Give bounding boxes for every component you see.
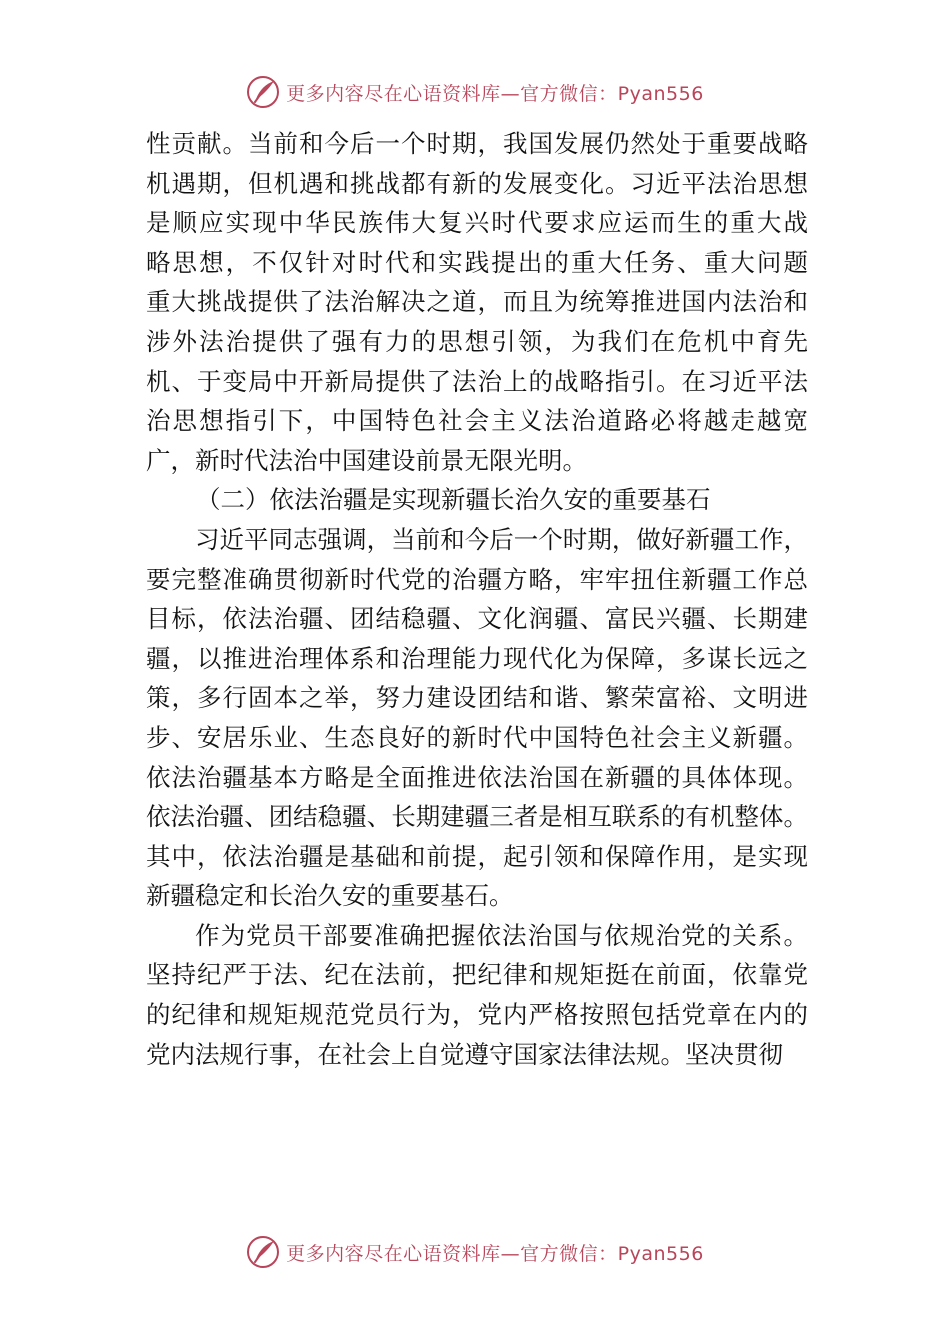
text-line: 治思想指引下，中国特色社会主义法治道路必将越走越宽	[146, 406, 808, 436]
text-line: 坚持纪严于法、纪在法前，把纪律和规矩挺在前面，依靠党	[146, 960, 808, 990]
quill-pen-logo-icon	[246, 1235, 280, 1269]
text-line: 性贡献。当前和今后一个时期，我国发展仍然处于重要战略	[146, 129, 808, 158]
banner-text: 更多内容尽在心语资料库—官方微信：Pyan556	[286, 82, 704, 105]
text-line: 的纪律和规矩规范党员行为，党内严格按照包括党章在内的	[146, 1000, 808, 1030]
text-line: 作为党员干部要准确把握依法治国与依规治党的关系。	[195, 920, 808, 950]
text-line: 广，新时代法治中国建设前景无限光明。	[146, 445, 587, 475]
text-line: 涉外法治提供了强有力的思想引领，为我们在危机中育先	[146, 326, 808, 356]
text-line: 策，多行固本之举，努力建设团结和谐、繁荣富裕、文明进	[146, 683, 808, 713]
text-line: 习近平同志强调，当前和今后一个时期，做好新疆工作，	[195, 524, 808, 554]
text-line: 是顺应实现中华民族伟大复兴时代要求应运而生的重大战	[146, 208, 808, 238]
text-line: 重大挑战提供了法治解决之道，而且为统筹推进国内法治和	[146, 287, 808, 317]
text-line: 步、安居乐业、生态良好的新时代中国特色社会主义新疆。	[146, 722, 808, 752]
text-line: 要完整准确贯彻新时代党的治疆方略，牢牢扭住新疆工作总	[146, 564, 808, 594]
text-line: 新疆稳定和长治久安的重要基石。	[146, 881, 514, 911]
text-line: 党内法规行事，在社会上自觉遵守国家法律法规。坚决贯彻	[146, 1039, 783, 1069]
text-line: 机、于变局中开新局提供了法治上的战略指引。在习近平法	[146, 366, 808, 396]
text-line: 依法治疆、团结稳疆、长期建疆三者是相互联系的有机整体。	[146, 802, 808, 832]
text-line: 疆，以推进治理体系和治理能力现代化为保障，多谋长远之	[146, 643, 808, 673]
document-body	[146, 124, 808, 1074]
banner-text: 更多内容尽在心语资料库—官方微信：Pyan556	[286, 1242, 704, 1265]
quill-pen-logo-icon	[246, 75, 280, 109]
text-line: 其中，依法治疆是基础和前提，起引领和保障作用，是实现	[146, 841, 808, 871]
text-line: 依法治疆基本方略是全面推进依法治国在新疆的具体体现。	[146, 762, 808, 792]
text-line: 略思想，不仅针对时代和实践提出的重大任务、重大问题	[146, 247, 808, 277]
text-line: 目标，依法治疆、团结稳疆、文化润疆、富民兴疆、长期建	[146, 604, 808, 634]
footer-banner	[0, 1232, 950, 1272]
section-heading: （二）依法治疆是实现新疆长治久安的重要基石	[196, 485, 711, 515]
text-line: 机遇期，但机遇和挑战都有新的发展变化。习近平法治思想	[146, 168, 808, 198]
header-banner	[0, 72, 950, 112]
